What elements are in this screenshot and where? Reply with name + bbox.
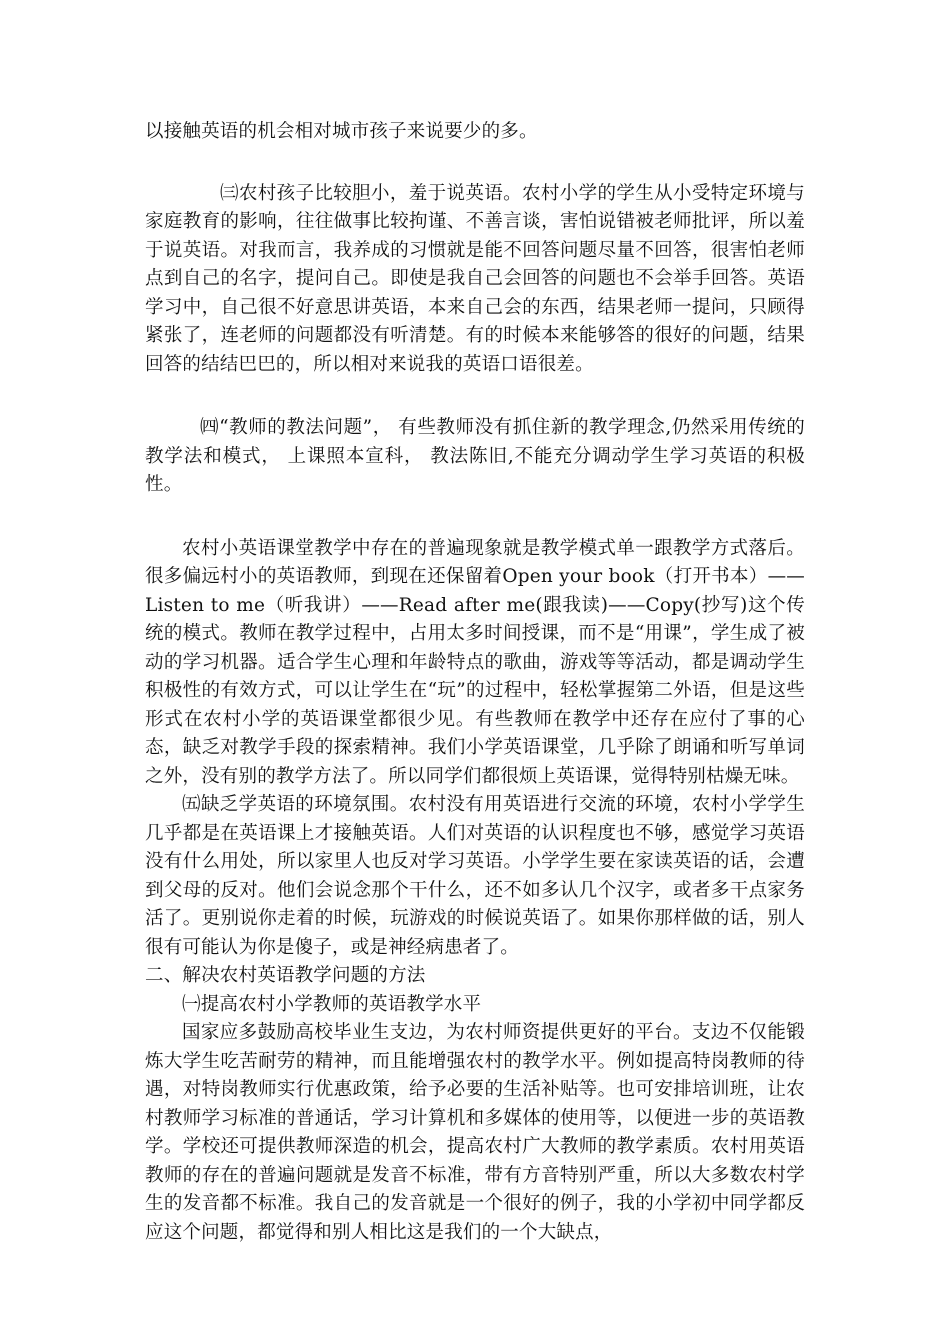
paragraph-continuation: 以接触英语的机会相对城市孩子来说要少的多。 (145, 121, 538, 142)
paragraph-teaching-mode: 农村小英语课堂教学中存在的普遍现象就是教学模式单一跟教学方式落后。很多偏远村小的英语教师，到现在还保留着Open your book（打开书本）——Listen to me（听我讲）——Read after me(跟我读)——Copy(抄写)这个传统的模式。教师在教学过程中，占用太多时间授课，而不是“用课”，学生成了被动的学习机器。适合学生心理和年龄特点的歌曲，游戏等等活动，都是调动学生积极性的有效方式，可以让学生在“玩”的过程中，轻松掌握第二外语，但是这些形式在农村小学的英语课堂都很少见。有些教师在教学中还存在应付了事的心态，缺乏对教学手段的探索精神。我们小学英语课堂，几乎除了朗诵和听写单词之外，没有别的教学方法了。所以同学们都很烦上英语课，觉得特别枯燥无味。 (145, 537, 805, 787)
paragraph-section-3: ㈢农村孩子比较胆小，羞于说英语。农村小学的学生从小受特定环境与家庭教育的影响，往往做事比较拘谨、不善言谈，害怕说错被老师批评，所以羞于说英语。对我而言，我养成的习惯就是能不回答问题尽量不回答，很害怕老师点到自己的名字，提问自己。即使是我自己会回答的问题也不会举手回答。英语学习中，自己很不好意思讲英语，本来自己会的东西，结果老师一提问，只顾得紧张了，连老师的问题都没有听清楚。有的时候本来能够答的很好的问题，结果回答的结结巴巴的，所以相对来说我的英语口语很差。 (145, 182, 805, 375)
document-page (145, 118, 805, 1247)
paragraph-solution-1: 国家应多鼓励高校毕业生支边，为农村师资提供更好的平台。支边不仅能锻炼大学生吃苦耐劳的精神，而且能增强农村的教学水平。例如提高特岗教师的待遇，对特岗教师实行优惠政策，给予必要的生活补贴等。也可安排培训班，让农村教师学习标准的普通话，学习计算机和多媒体的使用等，以便进一步的英语教学。学校还可提供教师深造的机会，提高农村广大教师的教学素质。农村用英语教师的存在的普遍问题就是发音不标准，带有方音特别严重，所以大多数农村学生的发音都不标准。我自己的发音就是一个很好的例子，我的小学初中同学都反应这个问题，都觉得和别人相比这是我们的一个大缺点， (145, 1022, 805, 1243)
paragraph-section-5: ㈤缺乏学英语的环境氛围。农村没有用英语进行交流的环境，农村小学学生几乎都是在英语课上才接触英语。人们对英语的认识程度也不够，感觉学习英语没有什么用处，所以家里人也反对学习英语。小学学生要在家读英语的话，会遭到父母的反对。他们会说念那个干什么，还不如多认几个汉字，或者多干点家务活了。更别说你走着的时候，玩游戏的时候说英语了。如果你那样做的话，别人很有可能认为你是傻子，或是神经病患者了。 (145, 794, 805, 958)
paragraph-section-4: ㈣“教师的教法问题”， 有些教师没有抓住新的教学理念,仍然采用传统的教学法和模式， 上课照本宣科， 教法陈旧,不能充分调动学生学习英语的积极性。 (145, 417, 805, 495)
subsection-heading: ㈠提高农村小学教师的英语教学水平 (182, 993, 482, 1015)
section-heading: 二、解决农村英语教学问题的方法 (145, 965, 426, 986)
